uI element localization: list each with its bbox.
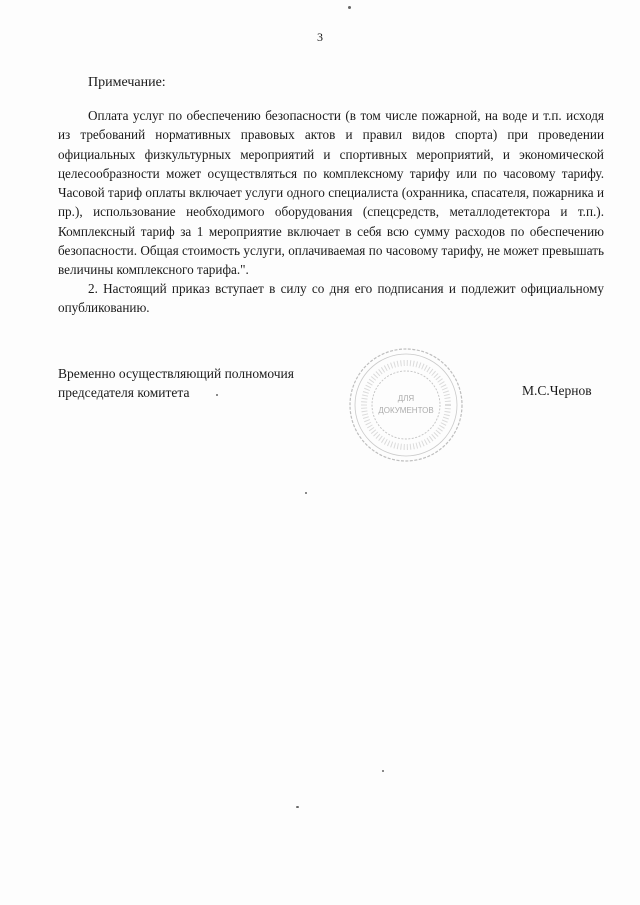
- paragraph-effective-date: 2. Настоящий приказ вступает в силу со дня его подписания и подлежит официальному опубликованию.: [58, 281, 604, 316]
- stamp-center-text-2: ДОКУМЕНТОВ: [378, 406, 434, 415]
- signer-title: [58, 364, 294, 402]
- scan-speck: [296, 806, 299, 808]
- signer-title-line-1: Временно осуществляющий полномочия: [58, 366, 294, 381]
- signer-title-line-2: председателя комитета: [58, 385, 190, 400]
- signer-name: М.С.Чернов: [522, 383, 592, 398]
- scan-speck: [382, 770, 384, 772]
- official-stamp-icon: [346, 345, 466, 465]
- paragraph-payment-terms: Оплата услуг по обеспечению безопасности (в том числе пожарной, на воде и т.п. исходя из требований нормативных правовых актов и правил видов спорта) при проведении официальных физкультурных мероприятий и спортивных мероприятий, и экономической целесообразности может осуществляться по комплексному тарифу или по часовому тарифу. Часовой тариф оплаты включает услуги одного специалиста (охранника, спасателя, пожарника и пр.), использование необходимого оборудования (спецсредств, металлодетектора и т.п.). Комплексный тариф за 1 мероприятие включает в себя всю сумму расходов по обеспечению безопасности. Общая стоимость услуги, оплачиваемая по часовому тарифу, не может превышать величины комплексного тарифа.".: [58, 108, 604, 278]
- stamp-center-text-1: ДЛЯ: [397, 394, 415, 403]
- scan-speck: [216, 394, 218, 396]
- note-heading: Примечание:: [88, 75, 166, 90]
- scan-speck: [348, 6, 351, 9]
- scan-speck: [305, 492, 307, 494]
- page-number: 3: [317, 30, 323, 44]
